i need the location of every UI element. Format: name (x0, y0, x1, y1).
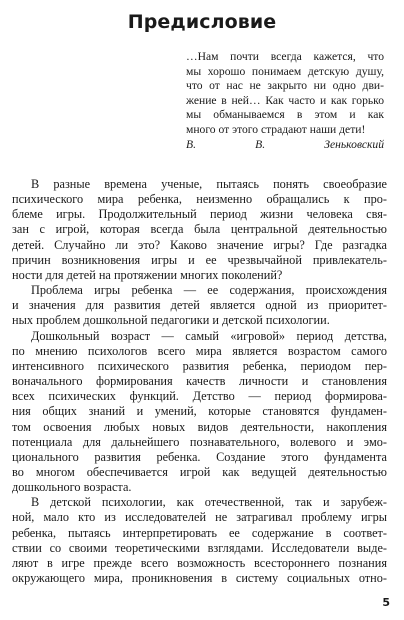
epigraph-line: жение в ней… Как часто и как горько (186, 93, 384, 107)
epigraph-author: В. В. Зеньковский (186, 137, 384, 151)
text-line: ребенка, пытаясь интерпретировать ее содержание в соответ- (12, 525, 387, 540)
text-line: окружающего мира, проникновения в систему социальных отно- (12, 571, 387, 586)
epigraph-line: мы обманываемся в этом и как (186, 108, 384, 122)
text-line: воначального формирования качеств личности и становления (12, 374, 387, 389)
epigraph-line: много от этого страдают наши дети! (186, 122, 366, 136)
text-line: Проблема игры ребенка — ее содержания, происхождения (31, 283, 387, 298)
paragraph (12, 329, 387, 496)
text-line: по мнению психологов всего мира является возрастом самого (12, 343, 387, 358)
text-line: том освоения любых новых видов деятельности, накопления (12, 419, 387, 434)
text-line: В разные времена ученые, пытаясь понять своеобразие (31, 177, 387, 191)
text-line: и значения для развития детей является одной из приоритет- (12, 298, 387, 313)
text-line: ствии со своими теоретическими взглядами. Исследователи выде- (12, 540, 387, 555)
chapter-title: Предисловие (127, 11, 277, 33)
text-line: ной, мало кто из исследователей не затрагивал проблему игры (12, 510, 387, 525)
text-line: ных проблем дошкольной педагогики и детской психологии. (12, 313, 330, 328)
paragraph (12, 495, 387, 586)
text-line: во многом обеспечивается игрой как ведущей деятельностью (12, 464, 387, 479)
text-line: Дошкольный возраст — самый «игровой» период детства, (31, 328, 387, 343)
text-line: детей. Случайно ли это? Каково значение игры? Где разгадка (12, 237, 387, 252)
page-number: 5 (382, 596, 390, 609)
text-line: блеме игры. Продолжительный период жизни человека свя- (12, 207, 387, 222)
epigraph-line: мы хорошо понимаем детскую душу, (186, 64, 384, 78)
text-line: дошкольного возраста. (12, 480, 132, 495)
text-line: ляют в игре прежде всего возможность всестороннего познания (12, 555, 387, 570)
text-line: психического мира ребенка, неизменно обращались к про- (12, 192, 387, 207)
text-line: зан с игрой, которая всегда была центральной деятельностью (12, 222, 387, 237)
paragraph (12, 283, 387, 328)
main-text (12, 177, 387, 586)
text-line: ния общих знаний и умений, которые становятся фундамен- (12, 404, 387, 419)
text-line: потенциала для дальнейшего познавательного, волевого и эмо- (12, 434, 387, 449)
epigraph (186, 50, 384, 152)
text-line: ности для детей на протяжении многих поколений? (12, 267, 283, 282)
epigraph-line: что от нас не закрыто ни одно дви- (186, 79, 384, 93)
epigraph-quote (186, 50, 384, 138)
text-line: причин возникновения игры и ее чрезвычайной привлекатель- (12, 252, 387, 267)
paragraph (12, 177, 387, 283)
text-line: всех психических функций. Детство — период формирова- (12, 389, 387, 404)
text-line: ционального развития ребенка. Создание этого фундамента (12, 449, 387, 464)
text-line: интенсивного психического развития ребенка, периодом пер- (12, 358, 387, 373)
text-line: В детской психологии, как отечественной, так и зарубеж- (31, 495, 387, 510)
epigraph-line: …Нам почти всегда кажется, что (186, 50, 384, 63)
